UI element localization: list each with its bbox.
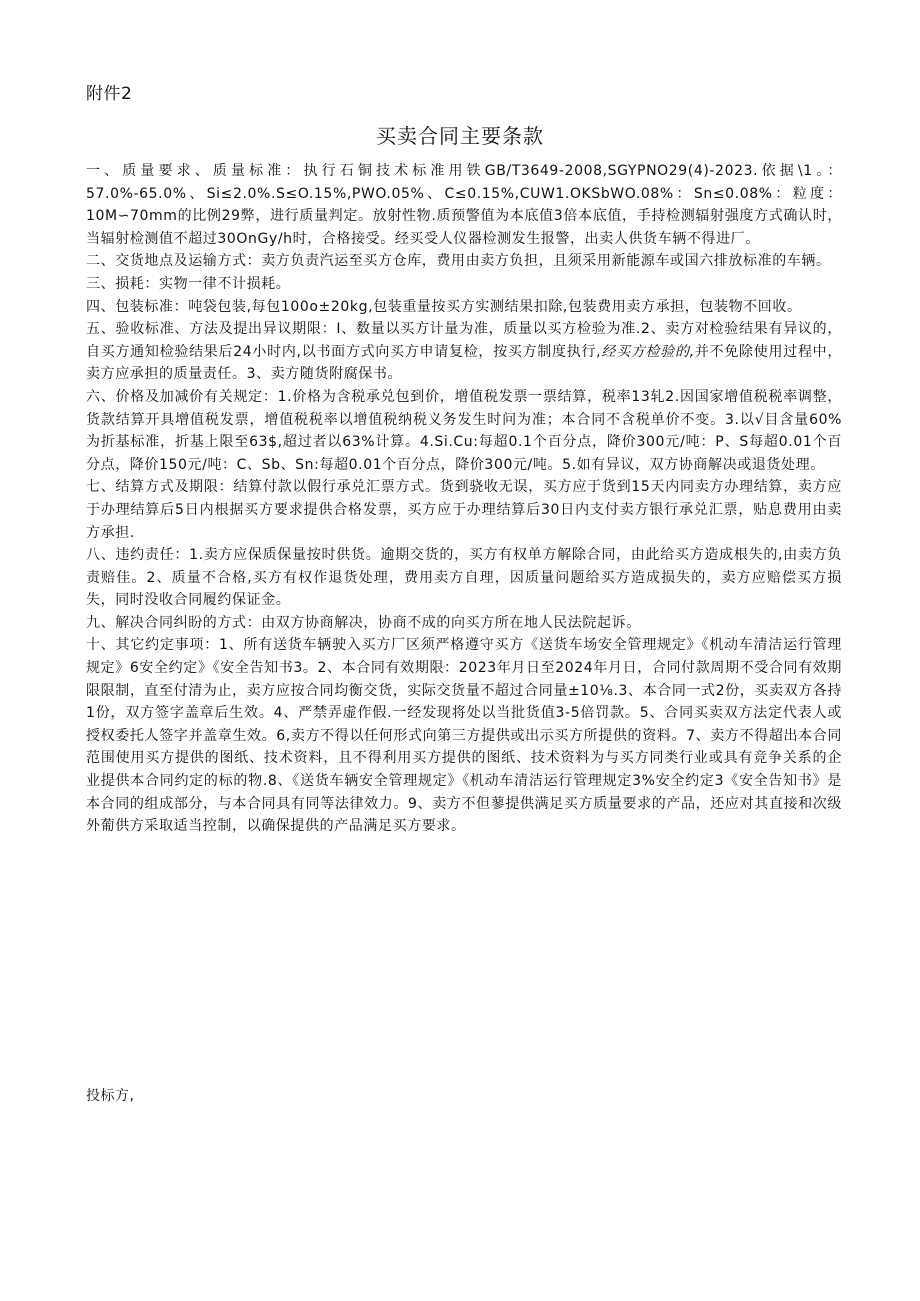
clause-list — [86, 160, 842, 838]
clause-pricing: 六、价格及加减价有关规定：1.价格为含税承兑包到价，增值税发票一票结算，税率13轧2.因国家增值税税率调整，货款结算开具增值税发票，增值税税率以增值税纳税义务发生时问为准；本合同不含税单价不变。3.以√目含量60%为折基标准，折基上限至63$,超过者以63%计算。4.Si.Cu:每超0.1个百分点，降价300元/吨：P、S每超0.01个百分点，降价150元/吨：C、Sb、Sn:每超0.01个百分点，降价300元/吨。5.如有异议，双方协商解决或退货处理。 — [86, 388, 842, 473]
clause-acceptance-text: 五、验收标准、方法及提出异议期限：I、数量以买方计量为准，质量以买方检验为准.2、卖方对检验结果有异议的，自买方通知检验结果后24小时内,以书面方式向买方申请复检，按买方制度执行, — [86, 321, 842, 360]
clause-packaging: 四、包装标准：吨袋包装,每包100o±20kg,包装重量按买方实测结果扣除,包装费用卖方承担，包装物不回收。 — [86, 298, 802, 315]
clause-liability: 八、违约责任：1.卖方应保质保量按时供货。逾期交货的，买方有权单方解除合同，由此给买方造成根失的,由卖方负责赔佳。2、质量不合格,买方有权作退货处理，费用卖方自理，因质量问题给买方造成损失的，卖方应赔偿买方损失，同时没收合同履约保证金。 — [86, 547, 842, 609]
clause-other-terms: 十、其它约定事项：1、所有送货车辆驶入买方厂区须严格遵守买方《送货车场安全管理规定》《机动车清洁运行管理规定》6安全约定》《安全告知书3。2、本合同有效期限：2023年月日至2024年月日，合同付款周期不受合同有效期限限制，直至付清为止，卖方应按合同均衡交货，实际交货量不超过合同量±10⅛.3、本合同一式2份，买卖双方各持1份，双方签字盖章后生效。4、严禁弄虚作假.一经发现将处以当批货值3-5倍罚款。5、合同买卖双方法定代表人或授权委托人签字并盖章生效。6,卖方不得以任何形式向第三方提供或出示买方所提供的资料。7、卖方不得超出本合同范围使用买方提供的图纸、技术资料，且不得利用买方提供的图纸、技术资料为与买方同类行业或具有竞争关系的企业提供本合同约定的标的物.8、《送货车辆安全管理规定》《机动车清洁运行管理规定3%安全约定3《安全告知书》是本合同的组成部分，与本合同具有同等法律效力。9、卖方不但蓼提供满足买方质量要求的产品，还应对其直接和次级外葡供方采取适当控制，以确保提供的产品满足买方要求。 — [86, 637, 842, 835]
page-title: 买卖合同主要条款 — [376, 124, 544, 148]
clause-settlement: 七、结算方式及期限：结算付款以假行承兑汇票方式。货到骁收无误，买方应于货到15天内同卖方办理结算，卖方应于办理结算后5日内根据买方要求提供合格发票，买方应于办理结算后30日内支付卖方银行承兑汇票，贴息费用由卖方承担. — [86, 479, 842, 541]
clause-acceptance — [86, 318, 842, 386]
attachment-label: 附件2 — [86, 84, 133, 104]
clause-delivery: 二、交货地点及运输方式：卖方负责汽运至买方仓库，费用由卖方负担，且须采用新能源车或国六排放标准的车辆。 — [86, 253, 831, 270]
clause-quality: 一、质量要求、质量标准：执行石铜技术标准用铁GB/T3649-2008,SGYPNO29(4)-2023.依据\1。：57.0%-65.0%、Si≤2.0%.S≤O.15%,PWO.05%、C≤0.15%,CUW1.OKSbWO.08%：Sn≤0.08%：粒度：10M∽70mm的比例29弊，进行质量判定。放射性物.质预警值为本底值3倍本底值，手持检测辐射强度方式确认时，当辐射检测值不超过30OnGy/h时，合格接受。经买受人仪器检测发生报警，出卖人供货车辆不得进厂。 — [86, 163, 842, 247]
clause-loss: 三、损耗：实物一律不计损耗。 — [86, 275, 291, 292]
clause-acceptance-italic: 经买方检验的, — [601, 343, 695, 360]
clause-acceptance-text-end: 并不免除使用过程中，卖方应承担的质量责任。3、卖方随货附腐保书。 — [86, 343, 843, 383]
bidder-label: 投标方, — [86, 1088, 135, 1104]
clause-dispute: 九、解决合同纠盼的方式：由双方协商解决，协商不成的向买方所在地人民法院起诉。 — [86, 614, 641, 631]
